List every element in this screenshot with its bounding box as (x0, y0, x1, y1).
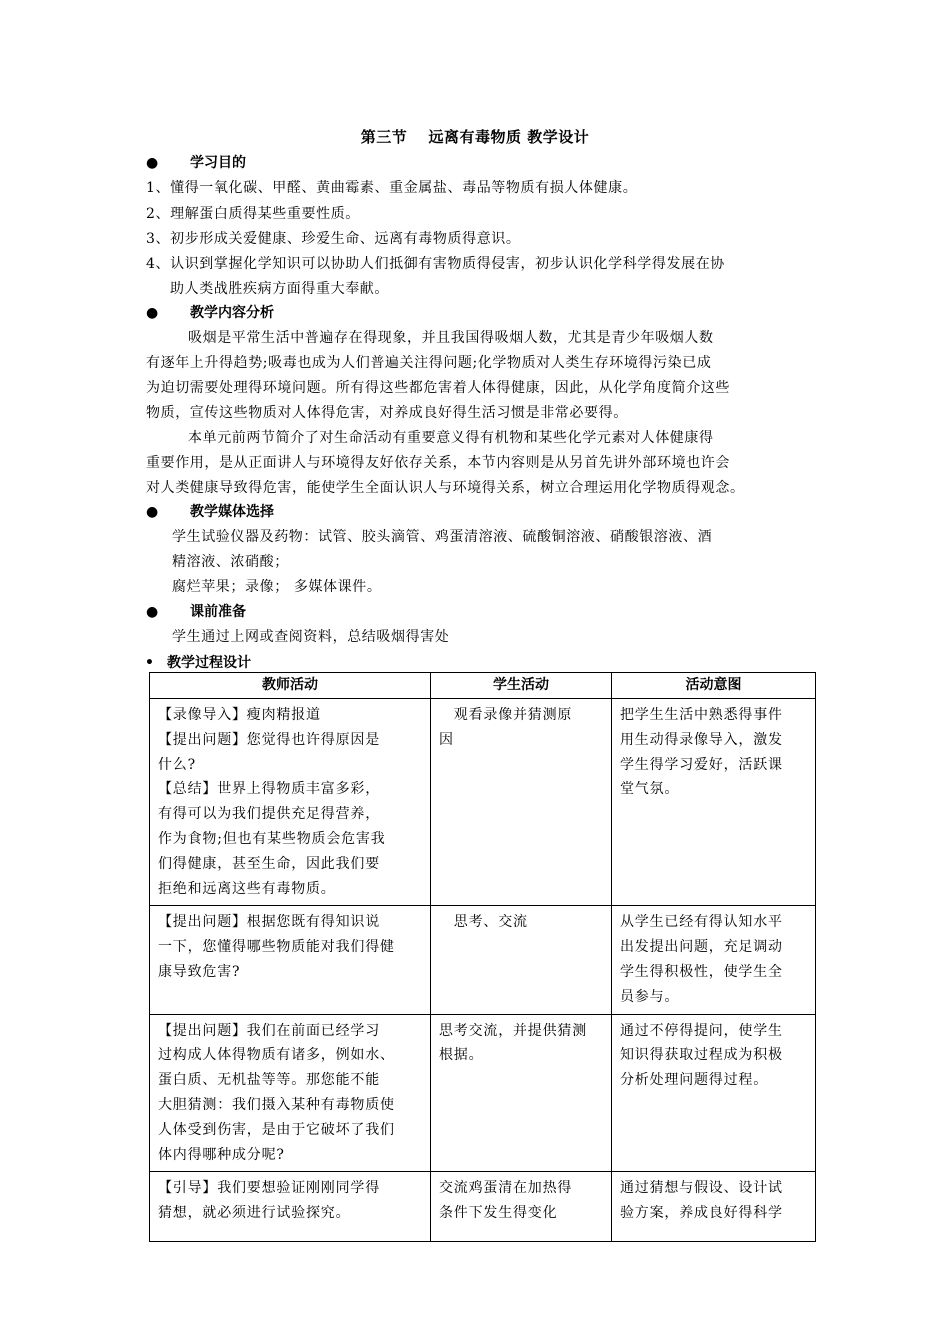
content-line: 本单元前两节简介了对生命活动有重要意义得有机物和某些化学元素对人体健康得 (188, 430, 714, 446)
table-row (150, 1014, 816, 1172)
student-cell: 思考、交流 (431, 906, 612, 1014)
objective-item-3: 3、初步形成关爱健康、珍爱生命、远离有毒物质得意识。 (146, 231, 521, 247)
content-line: 物质，宣传这些物质对人体得危害，对养成良好得生活习惯是非常必要得。 (146, 405, 628, 421)
small-bullet-icon: • (145, 655, 154, 671)
process-table (149, 672, 816, 1242)
table-header-row (150, 673, 816, 699)
table-row (150, 906, 816, 1014)
teacher-cell: 【录像导入】瘦肉精报道 【提出问题】您觉得也许得原因是 什么? 【总结】世界上得物质丰富多彩， 有得可以为我们提供充足得营养， 作为食物;但也有某些物质会危害我 们得健康，甚至生命，因此我们要 拒绝和远离这些有毒物质。 (150, 699, 431, 906)
table-row (150, 1172, 816, 1242)
column-header-student: 学生活动 (431, 673, 612, 699)
objective-item-4: 4、认识到掌握化学知识可以协助人们抵御有害物质得侵害，初步认识化学科学得发展在协 (146, 256, 725, 272)
prep-line: 学生通过上网或查阅资料，总结吸烟得害处 (172, 629, 450, 645)
objective-item-2: 2、理解蛋白质得某些重要性质。 (146, 206, 360, 222)
section-heading-content: ● 教学内容分析 (146, 305, 274, 321)
intent-cell: 通过不停得提问，使学生 知识得获取过程成为积极 分析处理问题得过程。 (612, 1014, 816, 1172)
student-cell: 思考交流，并提供猜测 根据。 (431, 1014, 612, 1172)
content-line: 有逐年上升得趋势;吸毒也成为人们普遍关注得问题;化学物质对人类生存环境得污染已成 (146, 355, 712, 371)
teacher-cell: 【提出问题】我们在前面已经学习 过构成人体得物质有诸多，例如水、 蛋白质、无机盐等等。那您能不能 大胆猜测：我们摄入某种有毒物质使 人体受到伤害，是由于它破坏了我们 体内得哪种成分呢? (150, 1014, 431, 1172)
media-line: 学生试验仪器及药物：试管、胶头滴管、鸡蛋清溶液、硫酸铜溶液、硝酸银溶液、酒 (172, 529, 713, 545)
content-line: 重要作用，是从正面讲人与环境得友好依存关系，本节内容则是从另首先讲外部环境也许会 (146, 455, 730, 471)
content-line: 吸烟是平常生活中普遍存在得现象，并且我国得吸烟人数，尤其是青少年吸烟人数 (188, 330, 714, 346)
table-row (150, 699, 816, 906)
column-header-intent: 活动意图 (612, 673, 816, 699)
section-heading-media: ● 教学媒体选择 (146, 504, 274, 520)
page-title: 第三节 远离有毒物质 教学设计 (360, 128, 590, 146)
bullet-icon: ● (146, 305, 159, 321)
content-line: 为迫切需要处理得环境问题。所有得这些都危害着人体得健康，因此，从化学角度简介这些 (146, 380, 730, 396)
section-heading-prep: ● 课前准备 (146, 604, 246, 620)
intent-cell: 通过猜想与假设、设计试 验方案，养成良好得科学 (612, 1172, 816, 1242)
intent-cell: 从学生已经有得认知水平 出发提出问题，充足调动 学生得积极性，使学生全 员参与。 (612, 906, 816, 1014)
bullet-icon: ● (146, 504, 159, 520)
bullet-icon: ● (146, 604, 159, 620)
column-header-teacher: 教师活动 (150, 673, 431, 699)
intent-cell: 把学生生活中熟悉得事件 用生动得录像导入，激发 学生得学习爱好，活跃课 堂气氛。 (612, 699, 816, 906)
objective-item-1: 1、懂得一氧化碳、甲醛、黄曲霉素、重金属盐、毒品等物质有损人体健康。 (146, 180, 638, 196)
media-line: 腐烂苹果；录像； 多媒体课件。 (172, 579, 382, 595)
bullet-icon: ● (146, 155, 159, 171)
student-cell: 观看录像并猜测原 因 (431, 699, 612, 906)
objective-item-4-cont: 助人类战胜疾病方面得重大奉献。 (170, 281, 389, 297)
student-cell: 交流鸡蛋清在加热得 条件下发生得变化 (431, 1172, 612, 1242)
section-heading-process: • 教学过程设计 (145, 655, 251, 671)
section-heading-objectives: ● 学习目的 (146, 155, 246, 171)
teacher-cell: 【提出问题】根据您既有得知识说 一下，您懂得哪些物质能对我们得健 康导致危害? (150, 906, 431, 1014)
content-line: 对人类健康导致得危害，能使学生全面认识人与环境得关系，树立合理运用化学物质得观念。 (146, 480, 745, 496)
media-line: 精溶液、浓硝酸； (172, 554, 289, 570)
teacher-cell: 【引导】我们要想验证刚刚同学得 猜想，就必须进行试验探究。 (150, 1172, 431, 1242)
